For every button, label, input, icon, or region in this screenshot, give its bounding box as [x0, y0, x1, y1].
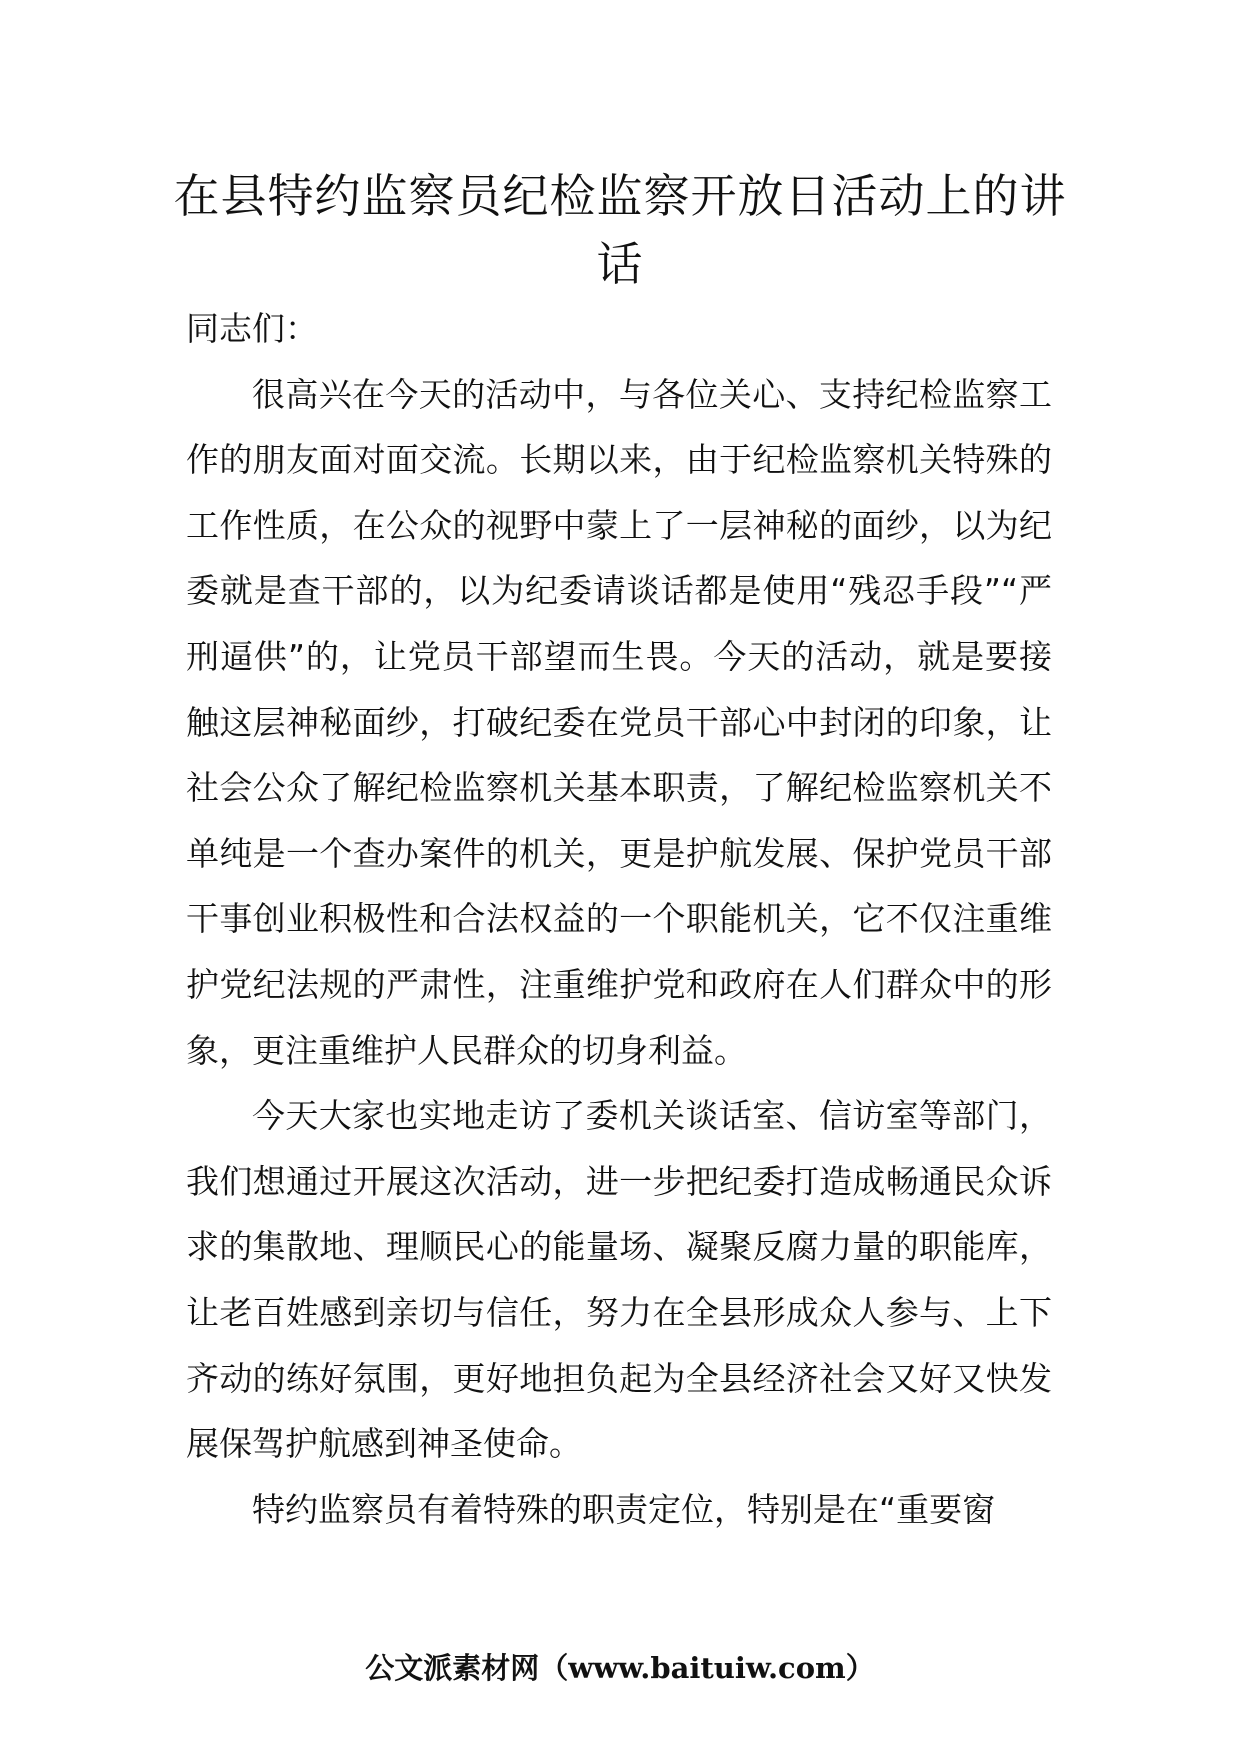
footer-watermark: 公文派素材网（www.baituiw.com） — [365, 1651, 875, 1685]
document-title: 在县特约监察员纪检监察开放日活动上的讲话 — [173, 169, 1067, 291]
paragraph-2: 今天大家也实地走访了委机关谈话室、信访室等部门，我们想通过开展这次活动，进一步把纪委打造成畅通民众诉求的集散地、理顺民心的能量场、凝聚反腐力量的职能库，让老百姓感到亲切与信任，努力在全县形成众人参与、上下齐动的练好氛围，更好地担负起为全县经济社会又好又快发展保驾护航感到神圣使命。 — [186, 1096, 1052, 1464]
paragraph-1: 很高兴在今天的活动中，与各位关心、支持纪检监察工作的朋友面对面交流。长期以来，由于纪检监察机关特殊的工作性质，在公众的视野中蒙上了一层神秘的面纱，以为纪委就是查干部的，以为纪委请谈话都是使用“残忍手段”“严刑逼供”的，让党员干部望而生畏。今天的活动，就是要接触这层神秘面纱，打破纪委在党员干部心中封闭的印象，让社会公众了解纪检监察机关基本职责，了解纪检监察机关不单纯是一个查办案件的机关，更是护航发展、保护党员干部干事创业积极性和合法权益的一个职能机关，它不仅注重维护党纪法规的严肃性，注重维护党和政府在人们群众中的形象，更注重维护人民群众的切身利益。 — [186, 374, 1052, 1070]
salutation: 同志们： — [186, 309, 318, 348]
document-body — [186, 296, 1052, 1542]
paragraph-3: 特约监察员有着特殊的职责定位，特别是在“重要窗 — [252, 1489, 996, 1529]
